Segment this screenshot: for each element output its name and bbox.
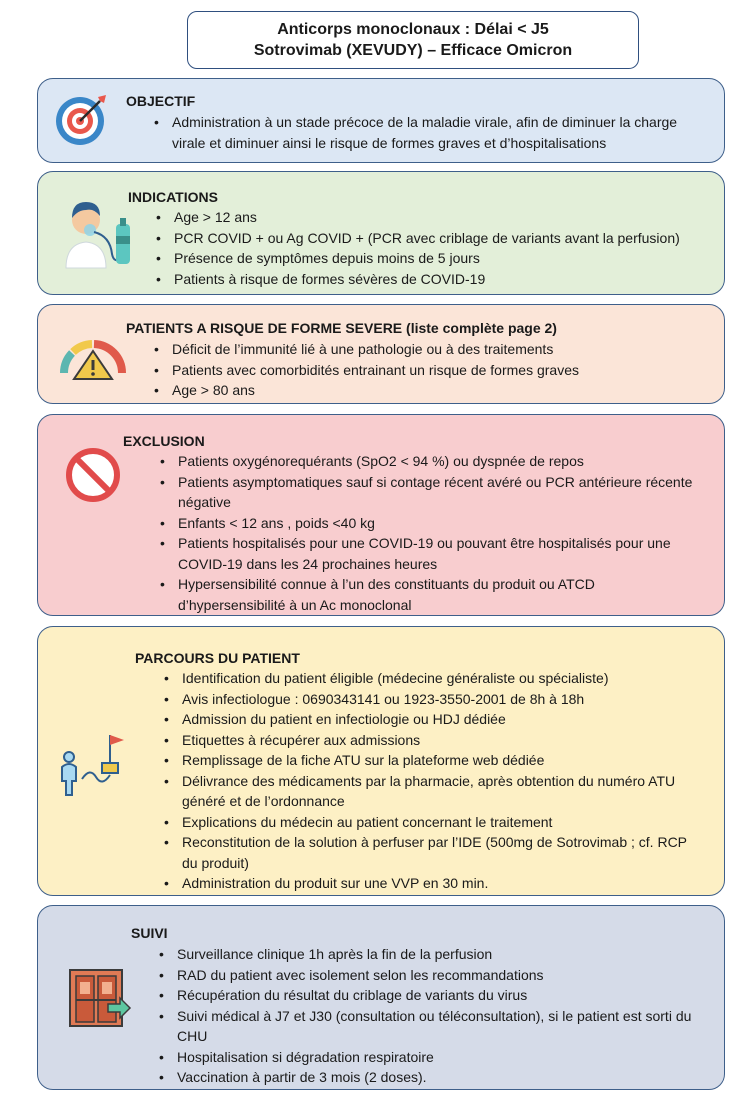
list-item: • Age > 80 ans <box>154 380 714 401</box>
list-item: • Etiquettes à récupérer aux admissions <box>164 730 704 751</box>
list-item: • Admission du patient en infectiologie ou HDJ dédiée <box>164 709 704 730</box>
exit-door-icon <box>68 968 132 1030</box>
suivi-list <box>159 944 699 1088</box>
section-objectif <box>37 78 725 163</box>
section-exclusion <box>37 414 725 616</box>
risque-heading: PATIENTS A RISQUE DE FORME SEVERE (liste complète page 2) <box>126 320 557 336</box>
list-item: • Surveillance clinique 1h après la fin de la perfusion <box>159 944 699 965</box>
list-item: • Remplissage de la fiche ATU sur la plateforme web dédiée <box>164 750 704 771</box>
list-item: • Vaccination à partir de 3 mois (2 doses). <box>159 1067 699 1088</box>
list-item: • Identification du patient éligible (médecine généraliste ou spécialiste) <box>164 668 704 689</box>
list-item: • Délivrance des médicaments par la pharmacie, après obtention du numéro ATU généré et de l’ordonnance <box>164 771 704 812</box>
objectif-heading: OBJECTIF <box>126 93 196 109</box>
list-item: • Déficit de l’immunité lié à une pathologie ou à des traitements <box>154 339 714 360</box>
document-title <box>187 11 639 69</box>
list-item: • Explications du médecin au patient concernant le traitement <box>164 812 704 833</box>
list-item: • Age > 12 ans <box>156 207 716 228</box>
list-item: • Patients à risque de formes sévères de COVID-19 <box>156 269 716 290</box>
section-suivi <box>37 905 725 1090</box>
prohibited-icon <box>65 447 121 503</box>
parcours-list <box>164 668 704 894</box>
list-item: • Administration à un stade précoce de la maladie virale, afin de diminuer la charge virale et diminuer ainsi le risque de formes graves et d’hospitalisations <box>154 112 714 153</box>
parcours-heading: PARCOURS DU PATIENT <box>135 650 300 666</box>
list-item: • Patients oxygénorequérants (SpO2 < 94 %) ou dyspnée de repos <box>160 451 700 472</box>
suivi-heading: SUIVI <box>131 925 168 941</box>
list-item: • Récupération du résultat du criblage de variants du virus <box>159 985 699 1006</box>
list-item: • Suivi médical à J7 et J30 (consultation ou téléconsultation), si le patient est sorti du CHU <box>159 1006 699 1047</box>
list-item: • Enfants < 12 ans , poids <40 kg <box>160 513 700 534</box>
list-item: • Présence de symptômes depuis moins de 5 jours <box>156 248 716 269</box>
exclusion-list <box>160 451 700 615</box>
list-item: • Patients hospitalisés pour une COVID-19 ou pouvant être hospitalisés pour une COVID-19 dans les 24 prochaines heures <box>160 533 700 574</box>
patient-oxygen-icon <box>60 196 136 270</box>
objectif-list <box>154 112 714 153</box>
list-item: • Patients avec comorbidités entrainant un risque de formes graves <box>154 360 714 381</box>
list-item: • Reconstitution de la solution à perfuser par l’IDE (500mg de Sotrovimab ; cf. RCP du produit) <box>164 832 704 873</box>
list-item: • Patients asymptomatiques sauf si contage récent avéré ou PCR antérieure récente négative <box>160 472 700 513</box>
exclusion-heading: EXCLUSION <box>123 433 205 449</box>
title-line-2: Sotrovimab (XEVUDY) – Efficace Omicron <box>253 42 573 59</box>
list-item: • RAD du patient avec isolement selon les recommandations <box>159 965 699 986</box>
risque-list <box>154 339 714 401</box>
section-indications <box>37 171 725 295</box>
target-icon <box>54 91 110 147</box>
section-parcours <box>37 626 725 896</box>
list-item: • Administration du produit sur une VVP en 30 min. <box>164 873 704 894</box>
list-item: • Hypersensibilité connue à l’un des constituants du produit ou ATCD d’hypersensibilité à un Ac monoclonal <box>160 574 700 615</box>
patient-journey-icon <box>56 727 128 799</box>
risk-gauge-icon <box>58 329 128 381</box>
title-line-1: Anticorps monoclonaux : Délai < J5 <box>277 21 549 38</box>
list-item: • PCR COVID + ou Ag COVID + (PCR avec criblage de variants avant la perfusion) <box>156 228 716 249</box>
list-item: • Avis infectiologue : 0690343141 ou 1923-3550-2001 de 8h à 18h <box>164 689 704 710</box>
indications-list <box>156 207 716 289</box>
indications-heading: INDICATIONS <box>128 189 218 205</box>
list-item: • Hospitalisation si dégradation respiratoire <box>159 1047 699 1068</box>
section-risque <box>37 304 725 404</box>
